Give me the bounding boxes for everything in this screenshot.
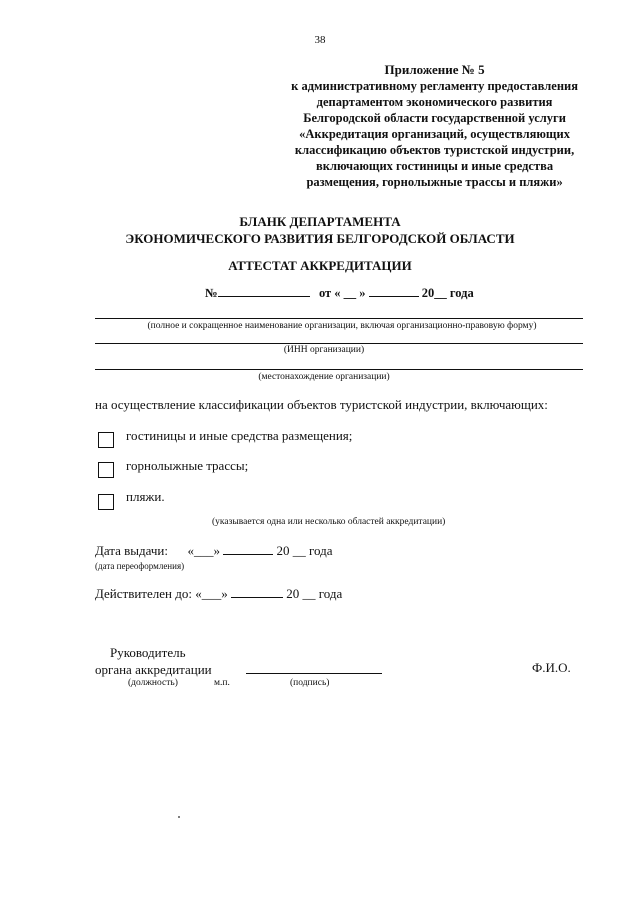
- appendix-block: [291, 62, 578, 190]
- from-label: от « __ »: [318, 286, 366, 300]
- appendix-line: размещения, горнолыжные трассы и пляжи»: [306, 175, 563, 189]
- appendix-line: включающих гостиницы и иные средства: [316, 159, 554, 173]
- valid-label: Действителен до:: [95, 586, 192, 601]
- signer-line1: Руководитель: [110, 645, 186, 660]
- appendix-line: классификацию объектов туристской индустрии,: [294, 143, 575, 157]
- hotels-checkbox[interactable]: [98, 432, 114, 448]
- location-line[interactable]: [95, 369, 583, 370]
- appendix-line: Белгородской области государственной услуги: [303, 111, 566, 125]
- issue-day: «___»: [187, 543, 221, 558]
- page-number: 38: [314, 34, 326, 46]
- stamp-caption: м.п.: [214, 678, 230, 688]
- reissue-caption: (дата переоформления): [95, 561, 185, 571]
- valid-month-blank[interactable]: [231, 586, 283, 598]
- issue-month-blank[interactable]: [223, 543, 273, 555]
- inn-line[interactable]: [95, 343, 583, 344]
- appendix-line: к административному регламенту предоставления: [291, 79, 578, 93]
- beaches-checkbox[interactable]: [98, 494, 114, 510]
- certificate-number-line: [205, 285, 474, 301]
- appendix-line: «Аккредитация организаций, осуществляющих: [299, 127, 570, 141]
- option-ski-slopes: горнолыжные трассы;: [126, 458, 249, 473]
- scan-speck: [178, 816, 180, 818]
- certificate-title: АТТЕСТАТ АККРЕДИТАЦИИ: [228, 258, 412, 273]
- signer-line2: органа аккредитации: [95, 662, 212, 677]
- position-caption: (должность): [128, 678, 178, 688]
- appendix-line: департаментом экономического развития: [316, 95, 553, 109]
- issue-date-line: [95, 543, 333, 559]
- year-prefix: 20__: [421, 286, 447, 300]
- option-beaches: пляжи.: [126, 489, 165, 504]
- year-label: года: [449, 286, 474, 300]
- valid-year: 20 __: [286, 586, 316, 601]
- signature-caption: (подпись): [290, 678, 330, 688]
- header-line2: ЭКОНОМИЧЕСКОГО РАЗВИТИЯ БЕЛГОРОДСКОЙ ОБЛАСТИ: [125, 231, 515, 246]
- org-name-line[interactable]: [95, 318, 583, 319]
- header-line1: БЛАНК ДЕПАРТАМЕНТА: [239, 214, 401, 229]
- valid-date-line: [95, 586, 342, 602]
- scope-hint: (указывается одна или несколько областей аккредитации): [212, 517, 446, 527]
- month-blank[interactable]: [369, 285, 419, 297]
- scope-intro: на осуществление классификации объектов туристской индустрии, включающих:: [95, 397, 548, 412]
- org-name-caption: (полное и сокращенное наименование организации, включая организационно-правовую форму): [147, 321, 537, 331]
- ski-slopes-checkbox[interactable]: [98, 462, 114, 478]
- issue-year: 20 __: [276, 543, 306, 558]
- fio-label: Ф.И.О.: [532, 660, 571, 675]
- valid-day: «___»: [195, 586, 228, 601]
- number-blank[interactable]: [218, 285, 310, 297]
- option-hotels: гостиницы и иные средства размещения;: [126, 428, 353, 443]
- appendix-title: Приложение № 5: [384, 62, 485, 77]
- location-caption: (местонахождение организации): [258, 372, 390, 382]
- inn-caption: (ИНН организации): [283, 345, 365, 355]
- valid-year-label: года: [318, 586, 343, 601]
- issue-label: Дата выдачи:: [95, 543, 169, 558]
- issue-year-label: года: [309, 543, 333, 558]
- signature-line[interactable]: [246, 673, 382, 674]
- number-prefix: №: [205, 286, 218, 300]
